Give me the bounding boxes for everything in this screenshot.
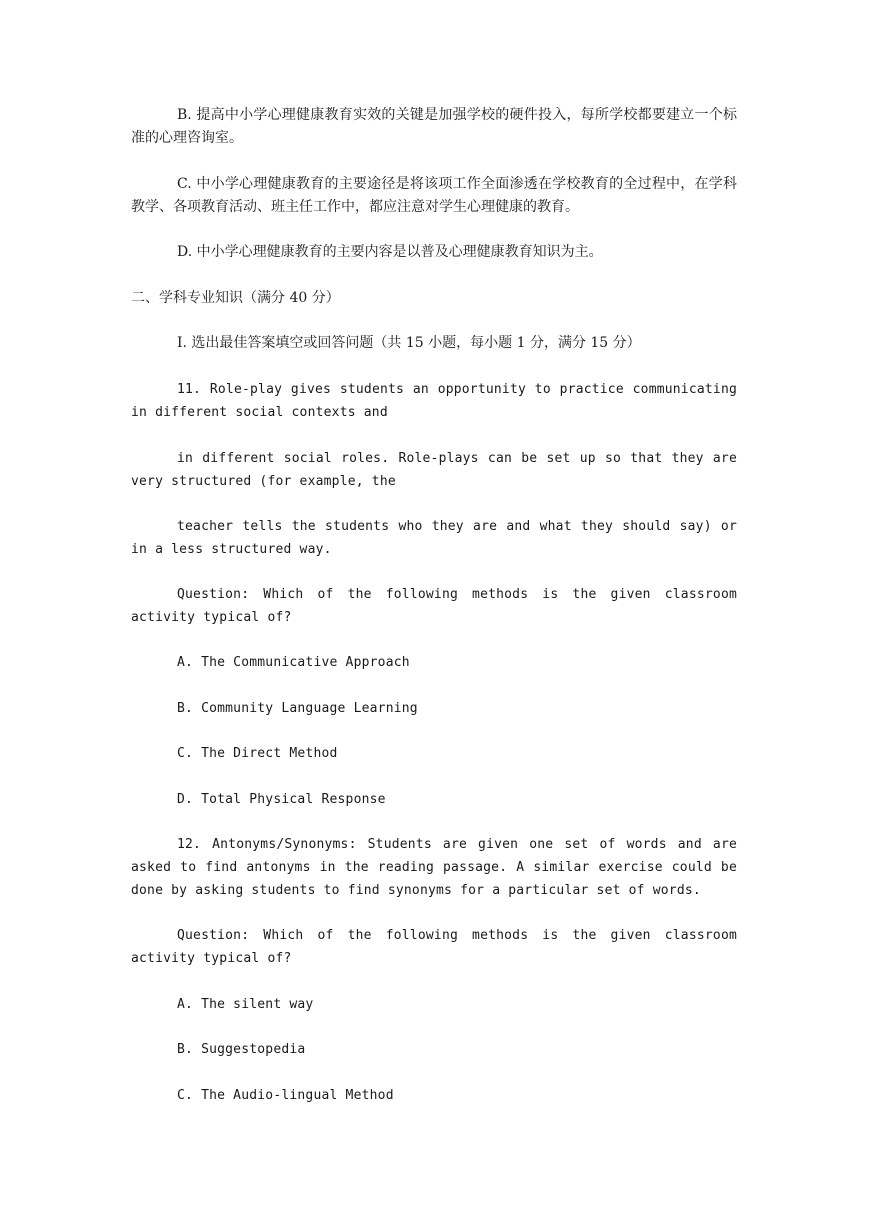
q12-option-b: B. Suggestopedia bbox=[177, 1042, 306, 1057]
q12-option-a: A. The silent way bbox=[177, 997, 314, 1012]
q11-stem-line1: 11. Role-play gives students an opportunity to practice communicating in different social contexts and bbox=[131, 382, 737, 420]
q11-option-d: D. Total Physical Response bbox=[177, 792, 386, 807]
option-b-psych: B. 提高中小学心理健康教育实效的关键是加强学校的硬件投入，每所学校都要建立一个标准的心理咨询室。 bbox=[131, 107, 737, 146]
q12-stem: 12. Antonyms/Synonyms: Students are given one set of words and are asked to find antonyms in the reading passage. A similar exercise could be done by asking students to find synonyms for a particular set of words. bbox=[131, 837, 737, 898]
q11-question: Question: Which of the following methods is the given classroom activity typical of? bbox=[131, 587, 737, 625]
section-title: 二、学科专业知识（满分 40 分） bbox=[131, 290, 340, 306]
subsection-title: I. 选出最佳答案填空或回答问题（共 15 小题，每小题 1 分，满分 15 分） bbox=[177, 335, 641, 351]
q11-stem-line3: teacher tells the students who they are and what they should say) or in a less structured way. bbox=[131, 519, 737, 557]
q11-option-a: A. The Communicative Approach bbox=[177, 655, 410, 670]
q11-stem-line2: in different social roles. Role-plays can be set up so that they are very structured (for example, the bbox=[131, 451, 737, 489]
option-c-psych: C. 中小学心理健康教育的主要途径是将该项工作全面渗透在学校教育的全过程中，在学科教学、各项教育活动、班主任工作中，都应注意对学生心理健康的教育。 bbox=[131, 176, 737, 215]
q12-option-c: C. The Audio-lingual Method bbox=[177, 1088, 394, 1103]
option-d-psych: D. 中小学心理健康教育的主要内容是以普及心理健康教育知识为主。 bbox=[177, 244, 603, 260]
q11-option-b: B. Community Language Learning bbox=[177, 701, 418, 716]
q11-option-c: C. The Direct Method bbox=[177, 746, 338, 761]
q12-question: Question: Which of the following methods is the given classroom activity typical of? bbox=[131, 928, 737, 966]
